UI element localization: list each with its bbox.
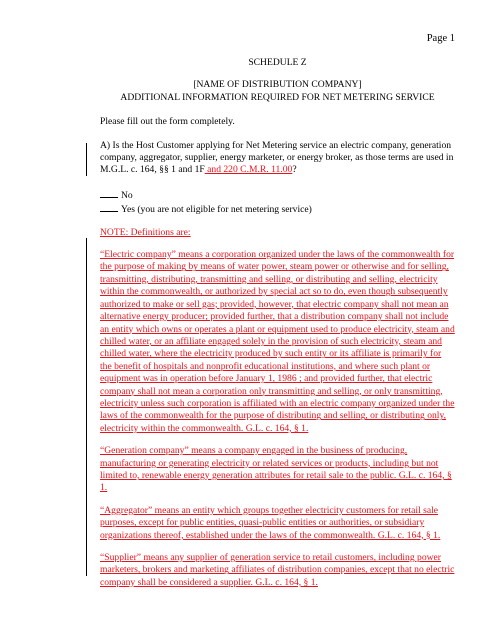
option-yes[interactable]	[100, 202, 455, 216]
note-label: NOTE: Definitions are:	[100, 226, 191, 238]
schedule-title: SCHEDULE Z	[248, 57, 307, 68]
definition-generation-company: “Generation company” means a company engaged in the business of producing, manufacturing or generating electricity or related services or products, including but not limited to, renewable energy generation attributes for retail sale to the public. G.L. c. 164, § 1.	[100, 445, 452, 494]
instruction-text: Please fill out the form completely.	[100, 116, 235, 128]
document-body	[100, 57, 455, 589]
change-bar	[86, 143, 87, 176]
answer-blank[interactable]	[100, 202, 118, 212]
answer-blank[interactable]	[100, 188, 118, 198]
question-a-text: A) Is the Host Customer applying for Net Metering service an electric company, generation company, aggregator, supplier, energy marketer, or energy broker, as those terms are used in M.G.L. c. 164, §§ 1 and 1F	[100, 139, 454, 176]
definition-supplier: “Supplier” means any supplier of generation service to retail customers, including power marketers, brokers and marketing affiliates of distribution companies, except that no electric company shall be considered a supplier. G.L. c. 164, § 1.	[100, 552, 455, 588]
definition-electric-company: “Electric company” means a corporation organized under the laws of the commonwealth for the purpose of making by means of water power, steam power or otherwise and for selling, transmitting, distributing, transmitting and selling, or distributing and selling, electricity within the commonwealth, or authorized by special act so to do, even though subsequently authorized to make or sell gas; provided, however, that electric company shall not mean an alternative energy producer; provided further, that a distribution company shall not include an entity which owns or operates a plant or equipment used to produce electricity, steam and chilled water, or an affiliate engaged solely in the provision of such electricity, steam and chilled water, where the electricity produced by such entity or its affiliate is primarily for the benefit of hospitals and nonprofit educational institutions, and where such plant or equipment was in operation before January 1, 1986 ; and provided further, that electric company shall not mean a corporation only transmitting and selling, or only transmitting, electricity unless such corporation is affiliated with an electric company organized under the laws of the commonwealth for the purpose of distributing and selling, or distributing only, electricity within the commonwealth. G.L. c. 164, § 1.	[100, 249, 455, 434]
company-heading: [NAME OF DISTRIBUTION COMPANY]	[193, 79, 362, 91]
change-bar	[86, 238, 87, 576]
option-label: Yes (you are not eligible for net metering service)	[121, 204, 312, 216]
question-a	[100, 140, 455, 177]
page-number: Page 1	[426, 33, 455, 44]
option-label: No	[121, 189, 133, 201]
document-subtitle: ADDITIONAL INFORMATION REQUIRED FOR NET METERING SERVICE	[120, 91, 435, 103]
question-a-end: ?	[292, 164, 297, 176]
definition-aggregator: “Aggregator” means an entity which groups together electricity customers for retail sale purposes, except for public entities, quasi-public entities or authorities, or subsidiary organizations thereof, established under the laws of the commonwealth. G.L. c. 164, § 1.	[100, 504, 441, 541]
question-a-inserted: and 220 C.M.R. 11.00	[204, 164, 293, 176]
option-no[interactable]	[100, 188, 455, 202]
